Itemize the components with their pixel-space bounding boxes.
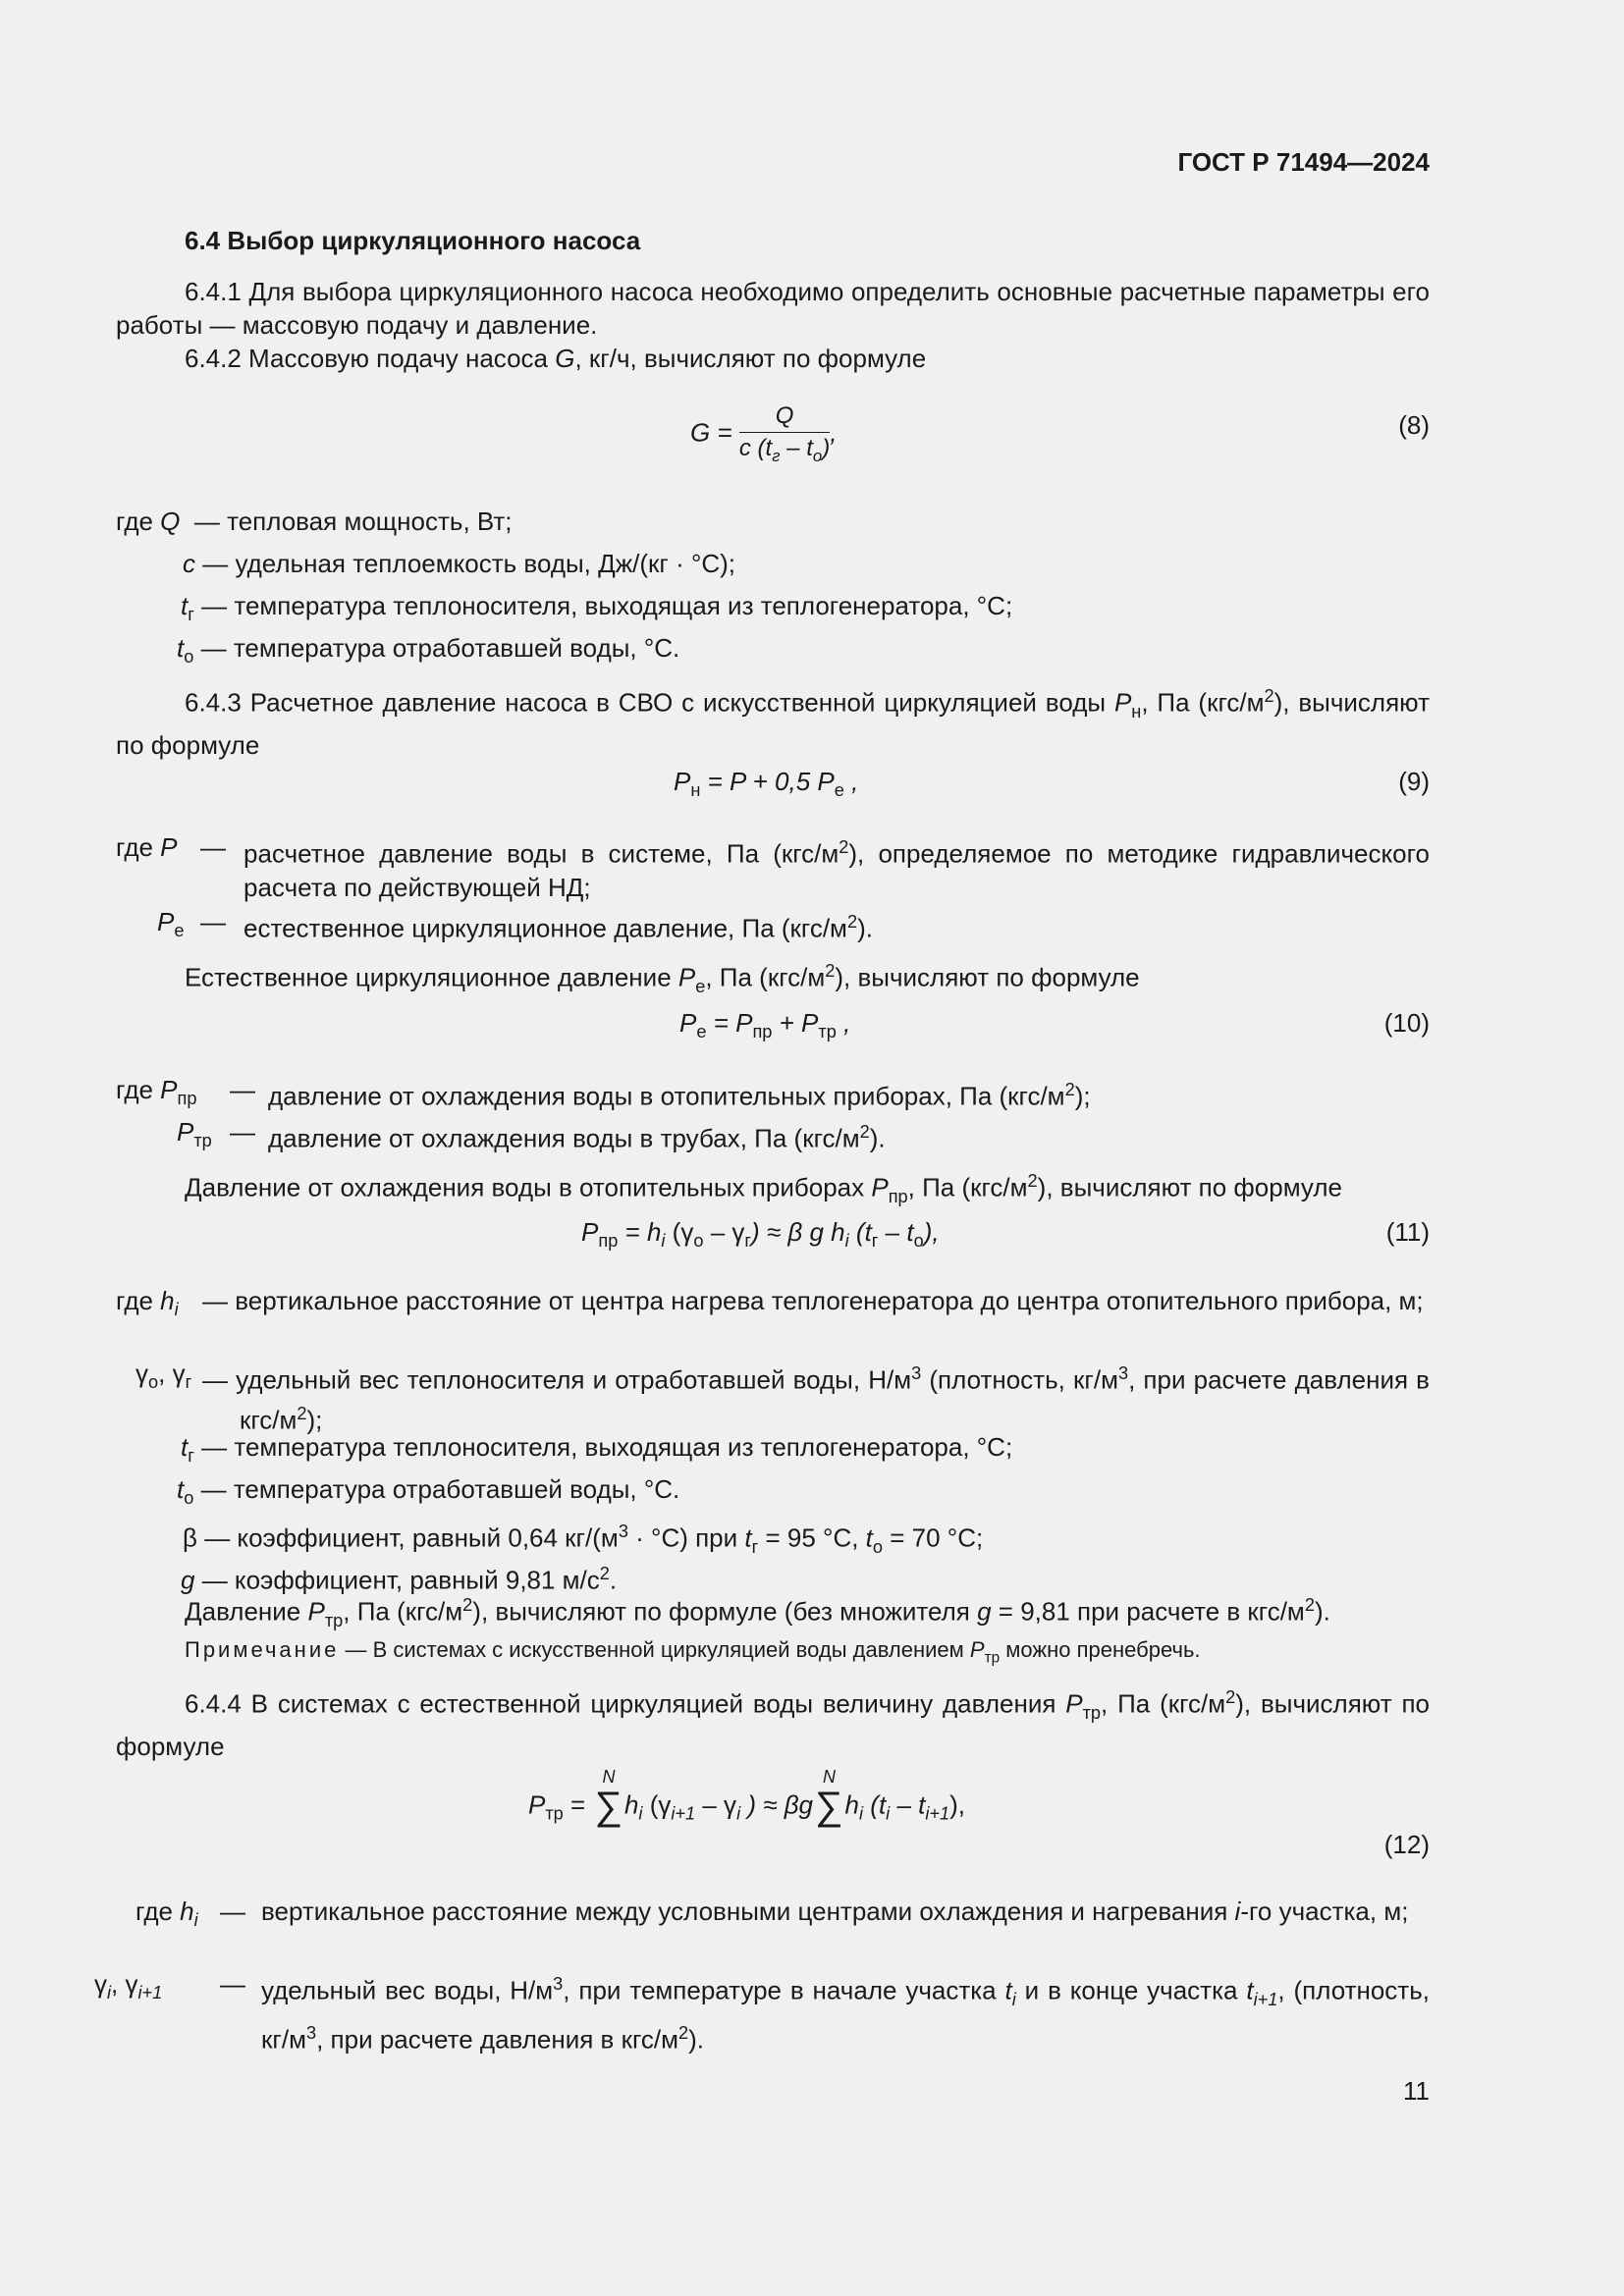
section-title: 6.4 Выбор циркуляционного насоса (185, 226, 641, 255)
paragraph-device-pressure: Давление от охлаждения воды в отопительных приборах $P_{пр}$, Па $(кгс/м^2)$, вычисляют по формуле (185, 1171, 1342, 1206)
definition-beta: β — коэффициент, равный 0,64 $кг/(м^3 \cdot ^\circ С)$ при $t_г = 95$ °С, $t_о = 70$ °С; (183, 1522, 984, 1557)
equation-12-number: (12) (1383, 1830, 1430, 1859)
definition-g: g — коэффициент, равный 9,81 $м/с^2$. (181, 1564, 618, 1595)
definition-tg: $t_г$ — температура теплоносителя, выходящая из теплогенератора, °С; (181, 591, 1013, 625)
definition-hi-2: где $h_i$ — вертикальное расстояние между условными центрами охлаждения и нагревания i-го участка, м; (135, 1896, 1409, 1931)
definition-gamma-i: $\gamma_i$, $\gamma_{i+1}$ — удельный вес воды, $Н/м^3$, при температуре в начале участка $t_i$ и в конце участка $t_{i+1}$, (плотность, $кг/м^3$, при расчете давления в кгс/$м^2$). (94, 1969, 1430, 2055)
document-header: ГОСТ Р 71494—2024 (1177, 147, 1430, 177)
equation-8-number: (8) (1398, 410, 1430, 440)
definition-p: где P — расчетное давление воды в системе, Па $(кгс/м^2)$, определяемое по методике гидравлического расчета по действующей НД; (116, 832, 1430, 902)
paragraph-6-4-4: 6.4.4 В системах с естественной циркуляцией воды величину давления $P_{тр}$, Па $(кгс/м^2)$, вычисляют по формуле (116, 1687, 1430, 1761)
definition-to: $t_о$ — температура отработавшей воды, °С. (177, 633, 680, 667)
definition-to-2: $t_о$ — температура отработавшей воды, °С. (177, 1474, 680, 1509)
definition-tg-2: $t_г$ — температура теплоносителя, выходящая из теплогенератора, °С; (181, 1432, 1013, 1467)
equation-9-number: (9) (1398, 767, 1430, 796)
definition-hi: где $h_i$ — вертикальное расстояние от центра нагрева теплогенератора до центра отопительного прибора, м; (116, 1286, 1424, 1320)
page-number: 11 (1403, 2076, 1430, 2106)
equation-11-number: (11) (1385, 1217, 1430, 1247)
equation-8: G = $\frac{Q}{c (t_г - t_о)}$ , (690, 402, 838, 465)
sum-symbol-2: ∑ N (815, 1767, 843, 1828)
note: Примечание — В системах с искусственной циркуляцией воды давлением $P_{тр}$ можно пренебречь. (185, 1637, 1201, 1667)
equation-11: $P_{пр} = h_i$ $(\gamma_о - \gamma_г) \approx \beta$ g $h_i$ $(t_г - t_о)$, (581, 1217, 940, 1252)
equation-9: $P_н = P + 0,5$ $P_е$ , (674, 767, 859, 801)
paragraph-6-4-1: 6.4.1 Для выбора циркуляционного насоса необходимо определить основные расчетные параметры его работы — массовую подачу и давление. (116, 277, 1430, 340)
paragraph-natural-pressure: Естественное циркуляционное давление $P_е$, Па $(кгс/м^2)$, вычисляют по формуле (185, 961, 1140, 996)
definition-gamma: $\gamma_о$, $\gamma_г$ — удельный вес теплоносителя и отработавшей воды, $Н/м^3$ (плотность, $кг/м^3$, при расчете давления в кгс/$м^2$); (135, 1359, 1430, 1435)
definition-q: где Q — тепловая мощность, Вт; (116, 507, 513, 536)
document-page: ГОСТ Р 71494—2024 6.4 Выбор циркуляционного насоса 6.4.1 Для выбора циркуляционного насоса необходимо определить основные расчетные параметры его работы — массовую подачу и давление. 6.4.2 Массовую подачу насоса G, кг/ч, вычисляют по формуле G = $\frac{Q}{c (t_г - t_о)}$ , (8) где Q — тепловая мощность, Вт; c — удельная теплоемкость воды, Дж/(кг · °С); $t_г$ — температура теплоносителя, выходящая из теплогенератора, °С; $t_о$ — температура отработавшей воды, °С. 6.4.3 Расчетное давление насоса в СВО с искусственной циркуляцией воды $P_н$, Па $(кгс/м^2)$, вычисляют по формуле $P_н = P + 0,5$ $P_е$ , (9) где P — расчетное давление воды в системе, Па $(кгс/м^2)$, определяемое по методике гидравлического расчета по действующей НД; $P_е$ — естественное циркуляционное давление, Па $(кгс/м^2)$. Естественное циркуляционное давление $P_е$, Па $(кгс/м^2)$, вычисляют по формуле $P_е = P_{пр} + P_{тр}$ , (10) где $P_{пр}$ — давление от охлаждения воды в отопительных приборах, Па $(кгс/м^2)$; $P_{тр}$ — давление от охлаждения воды в трубах, Па $(кгс/м^2)$. Давление от охлаждения воды в отопительных приборах $P_{пр}$, Па $(кгс/м^2)$, вычисляют по формуле $P_{пр} = h_i$ $(\gamma_о - \gamma_г) \approx \beta$ g $h_i$ $(t_г - t_о)$, (11) где $h_i$ — вертикальное расстояние от центра нагрева теплогенератора до центра отопительного прибора, м; $\gamma_о$, $\gamma_г$ — удельный вес теплоносителя и отработавшей воды, $Н/м^3$ (плотность, $кг/м^3$, при расчете давления в кгс/$м^2$); $t_г$ — температура теплоносителя, выходящая из теплогенератора, °С; $t_о$ — температура отработавшей воды, °С. β — коэффициент, равный 0,64 $кг/(м^3 \cdot ^\circ С)$ при $t_г = 95$ °С, $t_о = 70$ °С; g — коэффициент, равный 9,81 $м/с^2$. Давление $P_{тр}$, Па $(кгс/м^2)$, вычисляют по формуле (без множителя g = 9,81 при расчете в кгс/$м^2$). Примечание — В системах с искусственной циркуляцией воды давлением $P_{тр}$ можно пренебречь. 6.4.4 В системах с естественной циркуляцией воды величину давления $P_{тр}$, Па $(кгс/м^2)$, вычисляют по формуле $P_{тр}$ = ∑ N $h_i$ ($\gamma_{i+1} - \gamma_i$ ) ≈ βg∑ N $h_i$ $(t_i - t_{i+1})$, (12) где $h_i$ — вертикальное расстояние между условными центрами охлаждения и нагревания i-го участка, м; $\gamma_i$, $\gamma_{i+1}$ — удельный вес воды, $Н/м^3$, при температуре в начале участка $t_i$ и в конце участка $t_{i+1}$, (плотность, $кг/м^3$, при расчете давления в кгс/$м^2$). 11 (94, 147, 1430, 2106)
paragraph-6-4-2: 6.4.2 Массовую подачу насоса G, кг/ч, вычисляют по формуле (185, 344, 927, 373)
paragraph-pipe-pressure: Давление $P_{тр}$, Па $(кгс/м^2)$, вычисляют по формуле (без множителя g = 9,81 при расчете в кгс/$м^2$). (185, 1595, 1330, 1630)
equation-10-number: (10) (1383, 1008, 1430, 1038)
sum-symbol-1: ∑ N (594, 1767, 623, 1828)
definition-c: c — удельная теплоемкость воды, Дж/(кг · °С); (183, 549, 736, 578)
equation-10: $P_е = P_{пр} + P_{тр}$ , (679, 1008, 851, 1042)
paragraph-6-4-3: 6.4.3 Расчетное давление насоса в СВО с искусственной циркуляцией воды $P_н$, Па $(кгс/м^2)$, вычисляют по формуле (116, 686, 1430, 760)
equation-12: $P_{тр}$ = ∑ N $h_i$ ($\gamma_{i+1} - \gamma_i$ ) ≈ βg∑ N $h_i$ $(t_i - t_{i+1})$, (528, 1767, 966, 1828)
